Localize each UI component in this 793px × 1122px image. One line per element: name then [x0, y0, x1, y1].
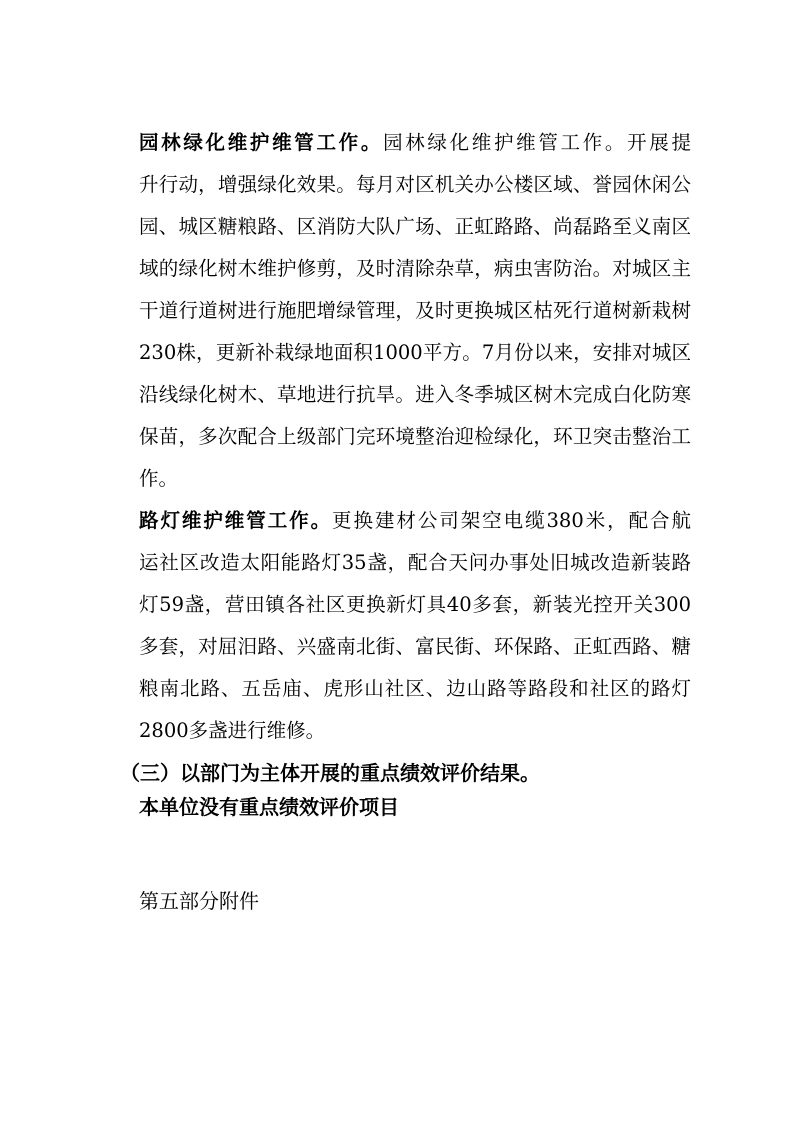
streetlight-paragraph-line-5: 粮南北路、五岳庙、虎形山社区、边山路等路段和社区的路灯: [139, 677, 691, 700]
garden-paragraph-line-9: 作。: [139, 467, 179, 490]
garden-paragraph-line-8: 保苗，多次配合上级部门完环境整治迎检绿化，环卫突击整治工: [139, 425, 691, 448]
garden-paragraph-lead: 园林绿化维护维管工作。: [139, 131, 384, 154]
section-three-note: 本单位没有重点绩效评价项目: [139, 795, 399, 819]
garden-paragraph-line-1: [139, 128, 691, 158]
streetlight-paragraph-line-1: [139, 506, 691, 536]
streetlight-paragraph-line-3: 灯59盏，营田镇各社区更换新灯具40多套，新装光控开关300: [139, 593, 691, 616]
garden-paragraph-line-5: 干道行道树进行施肥增绿管理，及时更换城区枯死行道树新栽树: [139, 299, 691, 322]
section-three-heading: （三）以部门为主体开展的重点绩效评价结果。: [120, 761, 540, 785]
streetlight-paragraph-line-6: 2800多盏进行维修。: [139, 719, 326, 742]
streetlight-paragraph-line-2: 运社区改造太阳能路灯35盏，配合天问办事处旧城改造新装路: [139, 551, 691, 574]
garden-paragraph-line-7: 沿线绿化树木、草地进行抗旱。进入冬季城区树木完成白化防寒: [139, 383, 691, 406]
part-five-title: 第五部分附件: [139, 889, 259, 913]
garden-paragraph-line-4: 域的绿化树木维护修剪，及时清除杂草，病虫害防治。对城区主: [139, 257, 691, 280]
garden-paragraph-line-1-text: 园林绿化维护维管工作。开展提: [383, 131, 691, 154]
garden-paragraph-line-6: 230株，更新补栽绿地面积1000平方。7月份以来，安排对城区: [139, 341, 691, 364]
streetlight-paragraph-line-4: 多套，对屈汨路、兴盛南北街、富民街、环保路、正虹西路、糖: [139, 635, 691, 658]
garden-paragraph-line-3: 园、城区糖粮路、区消防大队广场、正虹路路、尚磊路至义南区: [139, 215, 691, 238]
streetlight-paragraph-line-1-text: 更换建材公司架空电缆380米，配合航: [332, 509, 691, 532]
garden-paragraph-line-2: 升行动，增强绿化效果。每月对区机关办公楼区域、誉园休闲公: [139, 173, 691, 196]
streetlight-paragraph-lead: 路灯维护维管工作。: [139, 509, 333, 532]
